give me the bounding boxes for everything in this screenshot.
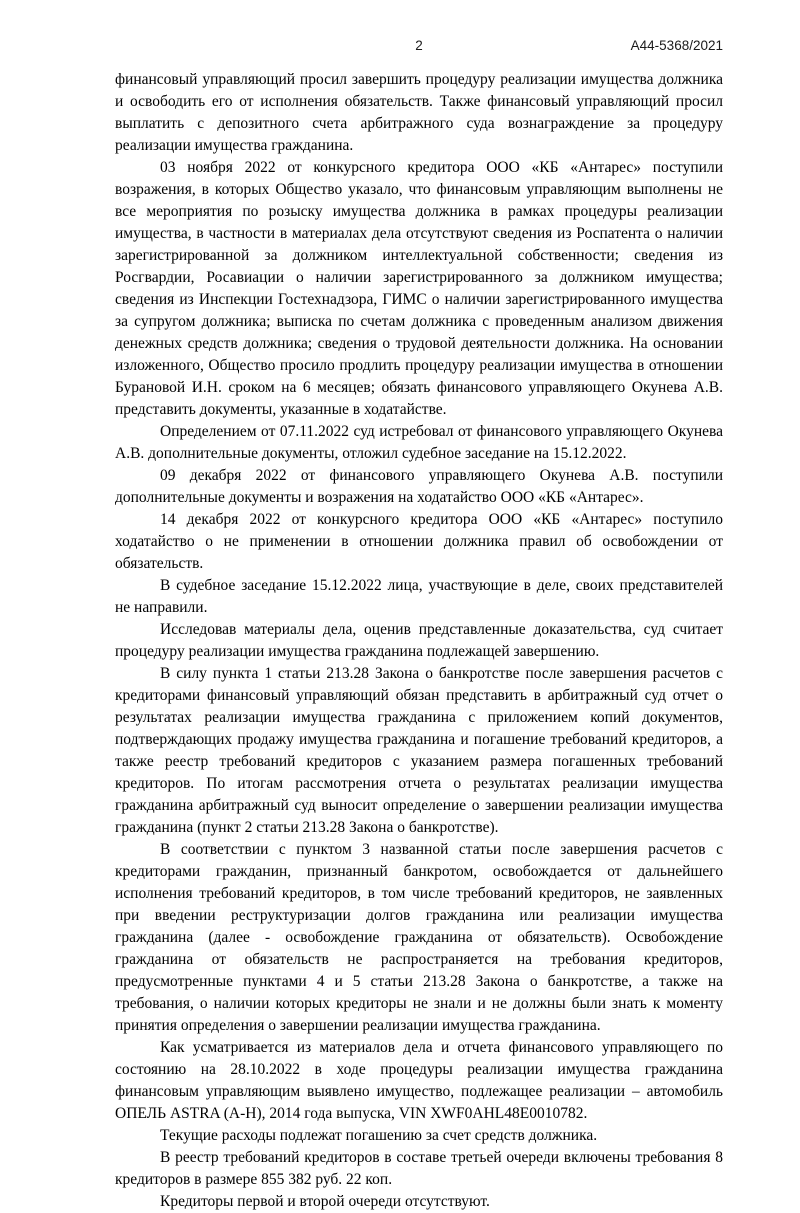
paragraph: В реестр требований кредиторов в составе третьей очереди включены требования 8 кредиторов в размере 855 382 руб. 22 коп. xyxy=(115,1149,723,1188)
paragraph: Кредиторы первой и второй очереди отсутствуют. xyxy=(160,1193,490,1210)
paragraph: финансовый управляющий просил завершить процедуру реализации имущества должника и освободить его от исполнения обязательств. Также финансовый управляющий просил выплатить с депозитного счета арбитражного суда вознаграждение за процедуру реализации имущества гражданина. xyxy=(115,71,723,154)
paragraph: Определением от 07.11.2022 суд истребовал от финансового управляющего Окунева А.В. дополнительные документы, отложил судебное заседание на 15.12.2022. xyxy=(115,423,723,462)
paragraph: В силу пункта 1 статьи 213.28 Закона о банкротстве после завершения расчетов с кредиторами финансовый управляющий обязан представить в арбитражный суд отчет о результатах реализации имущества гражданина с приложением копий документов, подтверждающих продажу имущества гражданина и погашение требований кредиторов, а также реестр требований кредиторов с указанием размера погашенных требований кредиторов. По итогам рассмотрения отчета о результатах реализации имущества гражданина арбитражный суд выносит определение о завершении реализации имущества гражданина (пункт 2 статьи 213.28 Закона о банкротстве). xyxy=(115,665,723,836)
paragraph: Как усматривается из материалов дела и отчета финансового управляющего по состоянию на 28.10.2022 в ходе процедуры реализации имущества гражданина финансовым управляющим выявлено имущество, подлежащее реализации – автомобиль ОПЕЛЬ ASTRA (A-H), 2014 года выпуска, VIN XWF0AHL48E0010782. xyxy=(115,1039,723,1122)
paragraph: 14 декабря 2022 от конкурсного кредитора ООО «КБ «Антарес» поступило ходатайство о не применении в отношении должника правил об освобождении от обязательств. xyxy=(115,511,723,572)
page-header xyxy=(115,38,723,60)
paragraph: В соответствии с пунктом 3 названной статьи после завершения расчетов с кредиторами гражданин, признанный банкротом, освобождается от дальнейшего исполнения требований кредиторов, в том числе требований кредиторов, не заявленных при введении реструктуризации долгов гражданина или реализации имущества гражданина (далее - освобождение гражданина от обязательств). Освобождение гражданина от обязательств не распространяется на требования кредиторов, предусмотренные пунктами 4 и 5 статьи 213.28 Закона о банкротстве, а также на требования, о наличии которых кредиторы не знали и не должны были знать к моменту принятия определения о завершении реализации имущества гражданина. xyxy=(115,841,723,1034)
paragraph: Исследовав материалы дела, оценив представленные доказательства, суд считает процедуру реализации имущества гражданина подлежащей завершению. xyxy=(115,621,723,660)
case-number: А44-5368/2021 xyxy=(630,38,723,53)
paragraph: Текущие расходы подлежат погашению за счет средств должника. xyxy=(160,1127,598,1144)
paragraph: В судебное заседание 15.12.2022 лица, участвующие в деле, своих представителей не направили. xyxy=(115,577,723,616)
page-number: 2 xyxy=(415,38,423,53)
paragraph: 09 декабря 2022 от финансового управляющего Окунева А.В. поступили дополнительные документы и возражения на ходатайство ООО «КБ «Антарес». xyxy=(115,467,723,506)
document-body xyxy=(115,69,723,1213)
paragraph: 03 ноября 2022 от конкурсного кредитора ООО «КБ «Антарес» поступили возражения, в которых Общество указало, что финансовым управляющим выполнены не все мероприятия по розыску имущества должника в рамках процедуры реализации имущества, в частности в материалах дела отсутствуют сведения из Роспатента о наличии зарегистрированной за должником интеллектуальной собственности; сведения из Росгвардии, Росавиации о наличии зарегистрированного за должником имущества; сведения из Инспекции Гостехнадзора, ГИМС о наличии зарегистрированного имущества за супругом должника; выписка по счетам должника с проведенным анализом движения денежных средств должника; сведения о трудовой деятельности должника. На основании изложенного, Общество просило продлить процедуру реализации имущества в отношении Бурановой И.Н. сроком на 6 месяцев; обязать финансового управляющего Окунева А.В. представить документы, указанные в ходатайстве. xyxy=(115,159,723,418)
